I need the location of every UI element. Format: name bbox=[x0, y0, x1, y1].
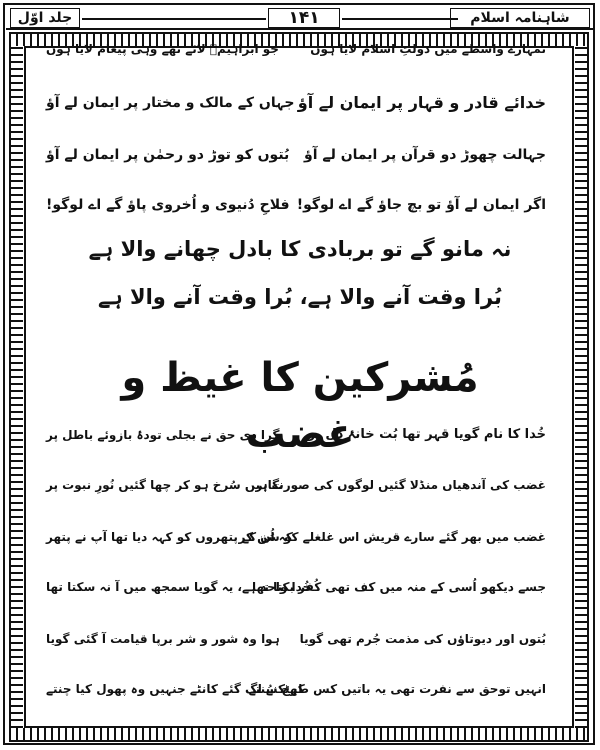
series-title: شاہنامہ اسلام bbox=[450, 8, 590, 28]
verse-3-right: جہالت چھوڑ دو قرآن پر ایمان لے آؤ bbox=[304, 147, 546, 163]
verse-10-right: انہیں توحق سے نفرت تھی یہ باتیں کس طرح سُنتے bbox=[248, 682, 546, 696]
verse-6-right: غضب کی آندھیاں منڈلا گئیں لوگوں کی صورت پر bbox=[255, 478, 546, 492]
verse-5-right: خُدا کا نام گویا قہر تھا بُت خانۂ دل پر bbox=[307, 427, 546, 442]
center-line-2: بُرا وقت آنے والا ہے، بُرا وقت آنے والا ہے bbox=[98, 285, 502, 309]
verse-7-right: غضب میں بھر گئے سارے قریش اس غلغلے کو سُن کر bbox=[238, 530, 546, 544]
verse-3-left: بُتوں کو توڑ دو رحمٰن پر ایمان لے آؤ bbox=[46, 147, 290, 163]
section-heading: مُشرکین کا غیظ و غضب bbox=[121, 355, 479, 457]
verse-2-right: خدائے قادر و قہار پر ایمان لے آؤ bbox=[297, 93, 546, 112]
verse-9-left: ہوا وہ شور و شر برپا قیامت آ گئی گویا bbox=[46, 632, 280, 646]
verse-10-left: کھٹکنے لگ گئے کانٹے جنہیں وہ پھول کیا چنتے bbox=[46, 682, 305, 696]
verse-6-left: نگاہیں سُرخ ہو کر چھا گئیں نُورِ نبوت پر bbox=[46, 478, 284, 492]
verse-9-right: بُتوں اور دیوتاؤں کی مذمت جُرم تھی گویا bbox=[299, 632, 546, 646]
verse-4-right: اگر ایمان لے آؤ تو بچ جاؤ گے اے لوگو! bbox=[296, 197, 546, 213]
verse-5-left: گرا دی حق نے بجلی تودۂ بازوئے باطل پر bbox=[46, 428, 280, 442]
center-line-1: نہ مانو گے تو بربادی کا بادل چھانے والا ہے bbox=[88, 237, 512, 261]
verse-8-left: خُدا واحد ہے، یہ گویا سمجھ میں آ نہ سکتا تھا bbox=[46, 580, 312, 594]
volume-label: جلد اوّل bbox=[10, 8, 80, 28]
verse-7-left: کہ اُن کے پتھروں کو کہہ دیا تھا آپ نے پتھر bbox=[46, 530, 293, 544]
verse-1-left: جو ابراہیمؑ لائے تھے وہی پیغام لایا ہوں bbox=[46, 42, 279, 56]
verse-2-left: جہاں کے مالک و مختار پر ایمان لے آؤ bbox=[46, 95, 295, 111]
verse-4-left: فلاحِ دُنیوی و اُخروی پاؤ گے اے لوگو! bbox=[46, 197, 290, 213]
verse-8-right: جسے دیکھو اُسی کے منہ میں کف تھی کُفر بکتا تھا bbox=[251, 580, 546, 594]
verse-1-right: تمہارے واسطے میں دولتِ اسلام لایا ہوں bbox=[310, 42, 546, 56]
page-number: ۱۴۱ bbox=[268, 8, 340, 28]
